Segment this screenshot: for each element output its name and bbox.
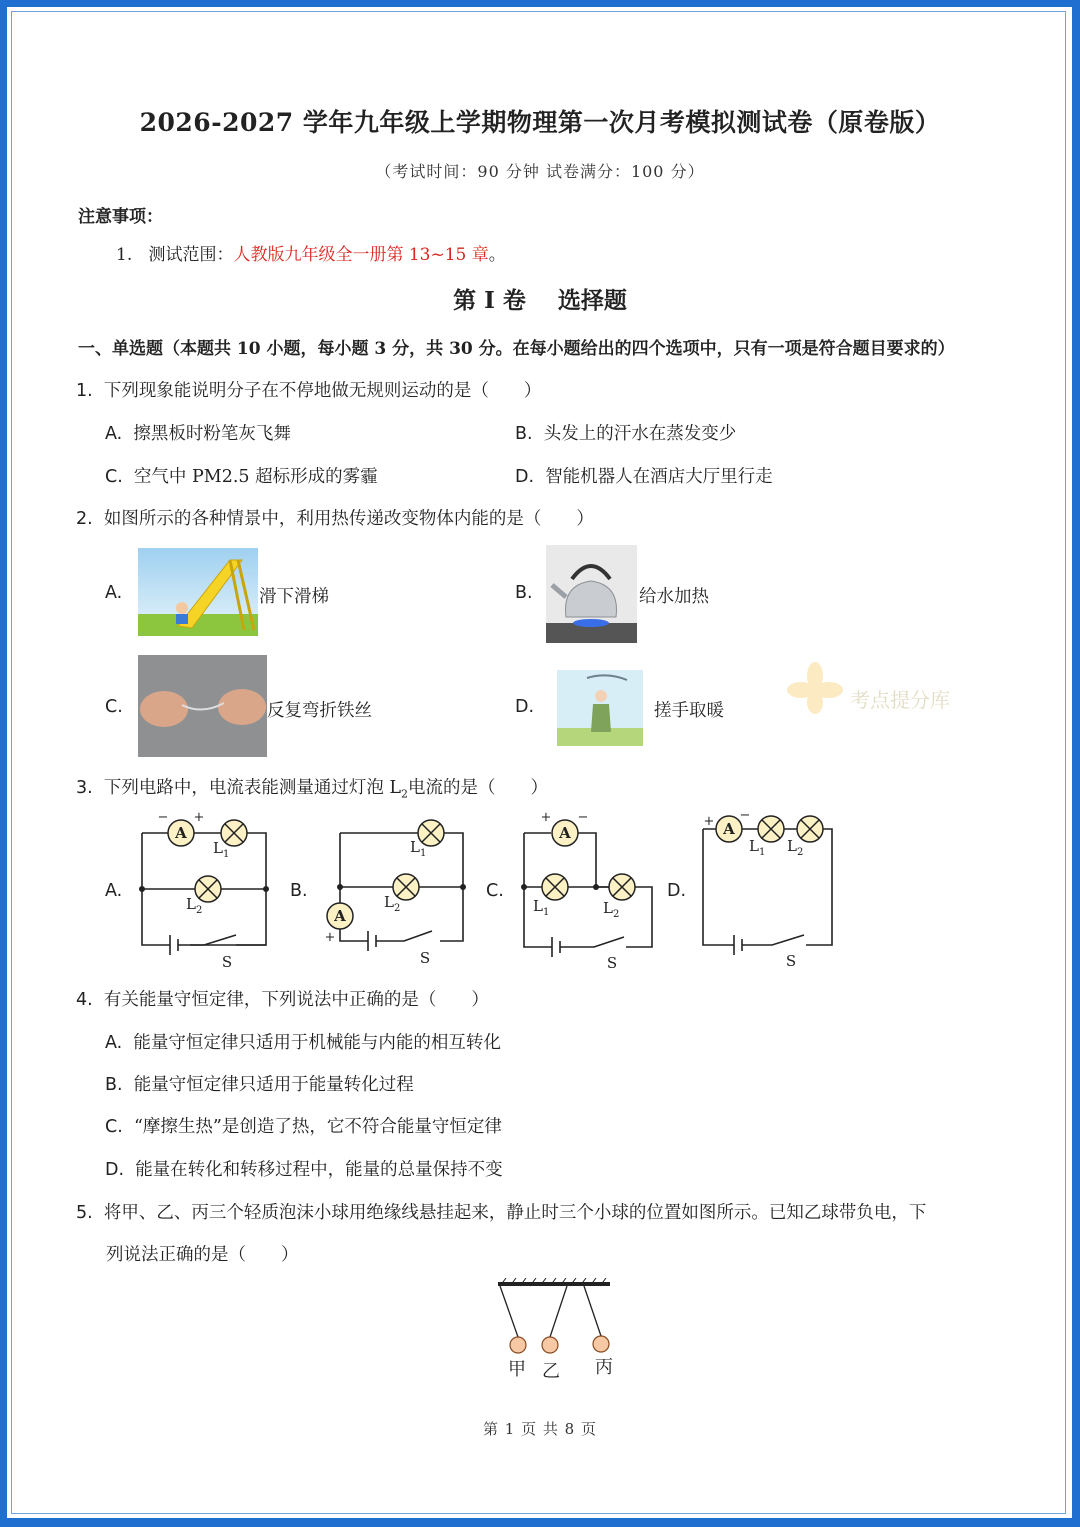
q2-option-c-text: 反复弯折铁丝 (267, 701, 372, 721)
q1-option-c-text: 空气中 PM2.5 超标形成的雾霾 (133, 467, 378, 487)
q1-option-d-text: 智能机器人在酒店大厅里行走 (545, 467, 773, 487)
q2-option-a-text: 滑下滑梯 (259, 587, 329, 607)
svg-text:S: S (221, 953, 233, 971)
q4-option-b-text: 能量守恒定律只适用于能量转化过程 (133, 1075, 414, 1095)
q3-option-c-letter[interactable]: C. (486, 881, 504, 901)
q4-option-d[interactable] (105, 1156, 503, 1181)
question-3-number: 3. (76, 778, 93, 798)
q1-option-a-text: 擦黑板时粉笔灰飞舞 (133, 424, 291, 444)
svg-text:−: − (577, 810, 589, 825)
question-1-text: 下列现象能说明分子在不停地做无规则运动的是（ ） (103, 381, 542, 401)
svg-text:−: − (157, 810, 169, 825)
lamp-a-l2-icon (195, 876, 221, 902)
q2-option-d-letter[interactable]: D. (515, 697, 535, 717)
q4-option-d-text: 能量在转化和转移过程中，能量的总量保持不变 (135, 1160, 503, 1180)
svg-text:+: + (703, 814, 715, 829)
q1-option-c-letter: C. (105, 467, 123, 487)
part-heading: 一、单选题（本题共 10 小题，每小题 3 分，共 30 分。在每小题给出的四个选项中，只有一项是符合题目要求的） (78, 339, 955, 359)
svg-text:+: + (324, 930, 336, 945)
svg-text:L1: $L_1$ (410, 838, 427, 859)
notice-item-scope: 人教版九年级全一册第 13~15 章 (233, 245, 489, 265)
q4-option-b[interactable] (105, 1071, 414, 1096)
svg-text:L1: $L_1$ (533, 897, 550, 918)
ball-jia-label: 甲 (508, 1359, 526, 1380)
lamp-b-l1-icon (418, 820, 444, 846)
lamp-b-l2-icon (393, 874, 419, 900)
question-3-text-pre: 下列电路中，电流表能测量通过灯泡 L (103, 778, 402, 798)
notice-item-number: 1. (116, 245, 133, 265)
ball-bing-label: 丙 (595, 1357, 613, 1378)
svg-text:A: A (334, 907, 346, 925)
q4-option-a[interactable] (105, 1029, 501, 1054)
q1-option-d[interactable] (515, 463, 773, 488)
ball-bing-icon (593, 1336, 609, 1352)
svg-text:A: A (723, 820, 735, 838)
q2-option-a-letter[interactable]: A. (105, 583, 123, 603)
circuit-d (703, 829, 832, 955)
rubbing-hands-picture (557, 670, 643, 746)
q2-option-c-letter[interactable]: C. (105, 697, 123, 717)
question-1-stem (76, 377, 541, 402)
q1-option-a[interactable] (105, 420, 291, 445)
question-5-text-line1: 将甲、乙、丙三个轻质泡沫小球用绝缘线悬挂起来，静止时三个小球的位置如图所示。已知乙球带负电，下 (103, 1203, 927, 1223)
q1-option-b-text: 头发上的汗水在蒸发变少 (543, 424, 737, 444)
exam-title: 2026-2027 学年九年级上学期物理第一次月考模拟测试卷（原卷版） (139, 108, 941, 137)
svg-text:S: S (606, 954, 618, 972)
watermark-flower-icon (785, 660, 845, 720)
page-footer: 第 1 页 共 8 页 (483, 1420, 597, 1438)
q4-option-c-text: “摩擦生热”是创造了热，它不符合能量守恒定律 (133, 1117, 502, 1137)
q3-option-a-letter[interactable]: A. (105, 881, 123, 901)
svg-text:+: + (193, 810, 205, 825)
svg-text:L1: $L_1$ (213, 839, 230, 860)
notice-item-label: 测试范围： (148, 245, 234, 265)
svg-text:−: − (739, 808, 751, 823)
notice-label: 注意事项： (78, 207, 163, 227)
svg-text:L2: $L_2$ (603, 899, 620, 920)
question-4-stem (76, 986, 489, 1011)
section-title: 第 I 卷 选择题 (453, 287, 627, 314)
q4-option-c[interactable] (105, 1113, 502, 1138)
question-5-stem (76, 1199, 926, 1224)
svg-text:L2: $L_2$ (186, 895, 203, 916)
slide-picture (138, 548, 258, 636)
q4-option-a-letter: A. (105, 1033, 123, 1053)
question-4-text: 有关能量守恒定律，下列说法中正确的是（ ） (103, 990, 489, 1010)
svg-text:A: A (559, 824, 571, 842)
watermark-text: 考点提分库 (850, 688, 950, 712)
question-2-text: 如图所示的各种情景中，利用热传递改变物体内能的是（ ） (103, 509, 594, 529)
svg-text:L1: $L_1$ (749, 837, 766, 858)
ball-jia-icon (510, 1337, 526, 1353)
circuit-diagrams (0, 805, 1080, 975)
q2-option-b-text: 给水加热 (639, 587, 709, 607)
q1-option-c[interactable] (105, 463, 378, 488)
question-5-number: 5. (76, 1203, 93, 1223)
question-1-number: 1. (76, 381, 93, 401)
svg-text:S: S (419, 949, 431, 967)
exam-subtitle: （考试时间：90 分钟 试卷满分：100 分） (375, 162, 705, 181)
q1-option-b-letter: B. (515, 424, 533, 444)
lamp-a-l1-icon (221, 820, 247, 846)
q4-option-a-text: 能量守恒定律只适用于机械能与内能的相互转化 (133, 1033, 501, 1053)
q3-option-b-letter[interactable]: B. (290, 881, 308, 901)
kettle-picture (546, 545, 637, 643)
hanging-balls-diagram (490, 1278, 620, 1382)
q1-option-d-letter: D. (515, 467, 535, 487)
question-5-text-line2: 列说法正确的是（ ） (106, 1245, 299, 1265)
notice-item-end: 。 (488, 245, 506, 265)
q1-option-b[interactable] (515, 420, 736, 445)
q2-option-b-letter[interactable]: B. (515, 583, 533, 603)
svg-text:A: A (175, 824, 187, 842)
wire-bending-picture (138, 655, 267, 757)
lamp-d-l1-icon (758, 816, 784, 842)
question-4-number: 4. (76, 990, 93, 1010)
notice-item (116, 240, 506, 265)
q3-option-d-letter[interactable]: D. (667, 881, 687, 901)
lamp-d-l2-icon (797, 816, 823, 842)
q4-option-c-letter: C. (105, 1117, 123, 1137)
question-2-number: 2. (76, 509, 93, 529)
question-3-text-sub: 2 (401, 787, 409, 801)
q2-option-d-text: 搓手取暖 (654, 701, 724, 721)
q4-option-b-letter: B. (105, 1075, 123, 1095)
question-3-stem (76, 774, 548, 801)
ball-yi-icon (542, 1337, 558, 1353)
q1-option-a-letter: A. (105, 424, 123, 444)
lamp-c-l2-icon (609, 874, 635, 900)
question-3-text-post: 电流的是（ ） (408, 778, 549, 798)
ball-yi-label: 乙 (542, 1361, 560, 1382)
svg-text:L2: $L_2$ (384, 893, 401, 914)
svg-text:+: + (540, 810, 552, 825)
question-2-stem (76, 505, 594, 530)
svg-text:L2: $L_2$ (787, 837, 804, 858)
svg-text:S: S (785, 952, 797, 970)
lamp-c-l1-icon (542, 874, 568, 900)
q4-option-d-letter: D. (105, 1160, 125, 1180)
